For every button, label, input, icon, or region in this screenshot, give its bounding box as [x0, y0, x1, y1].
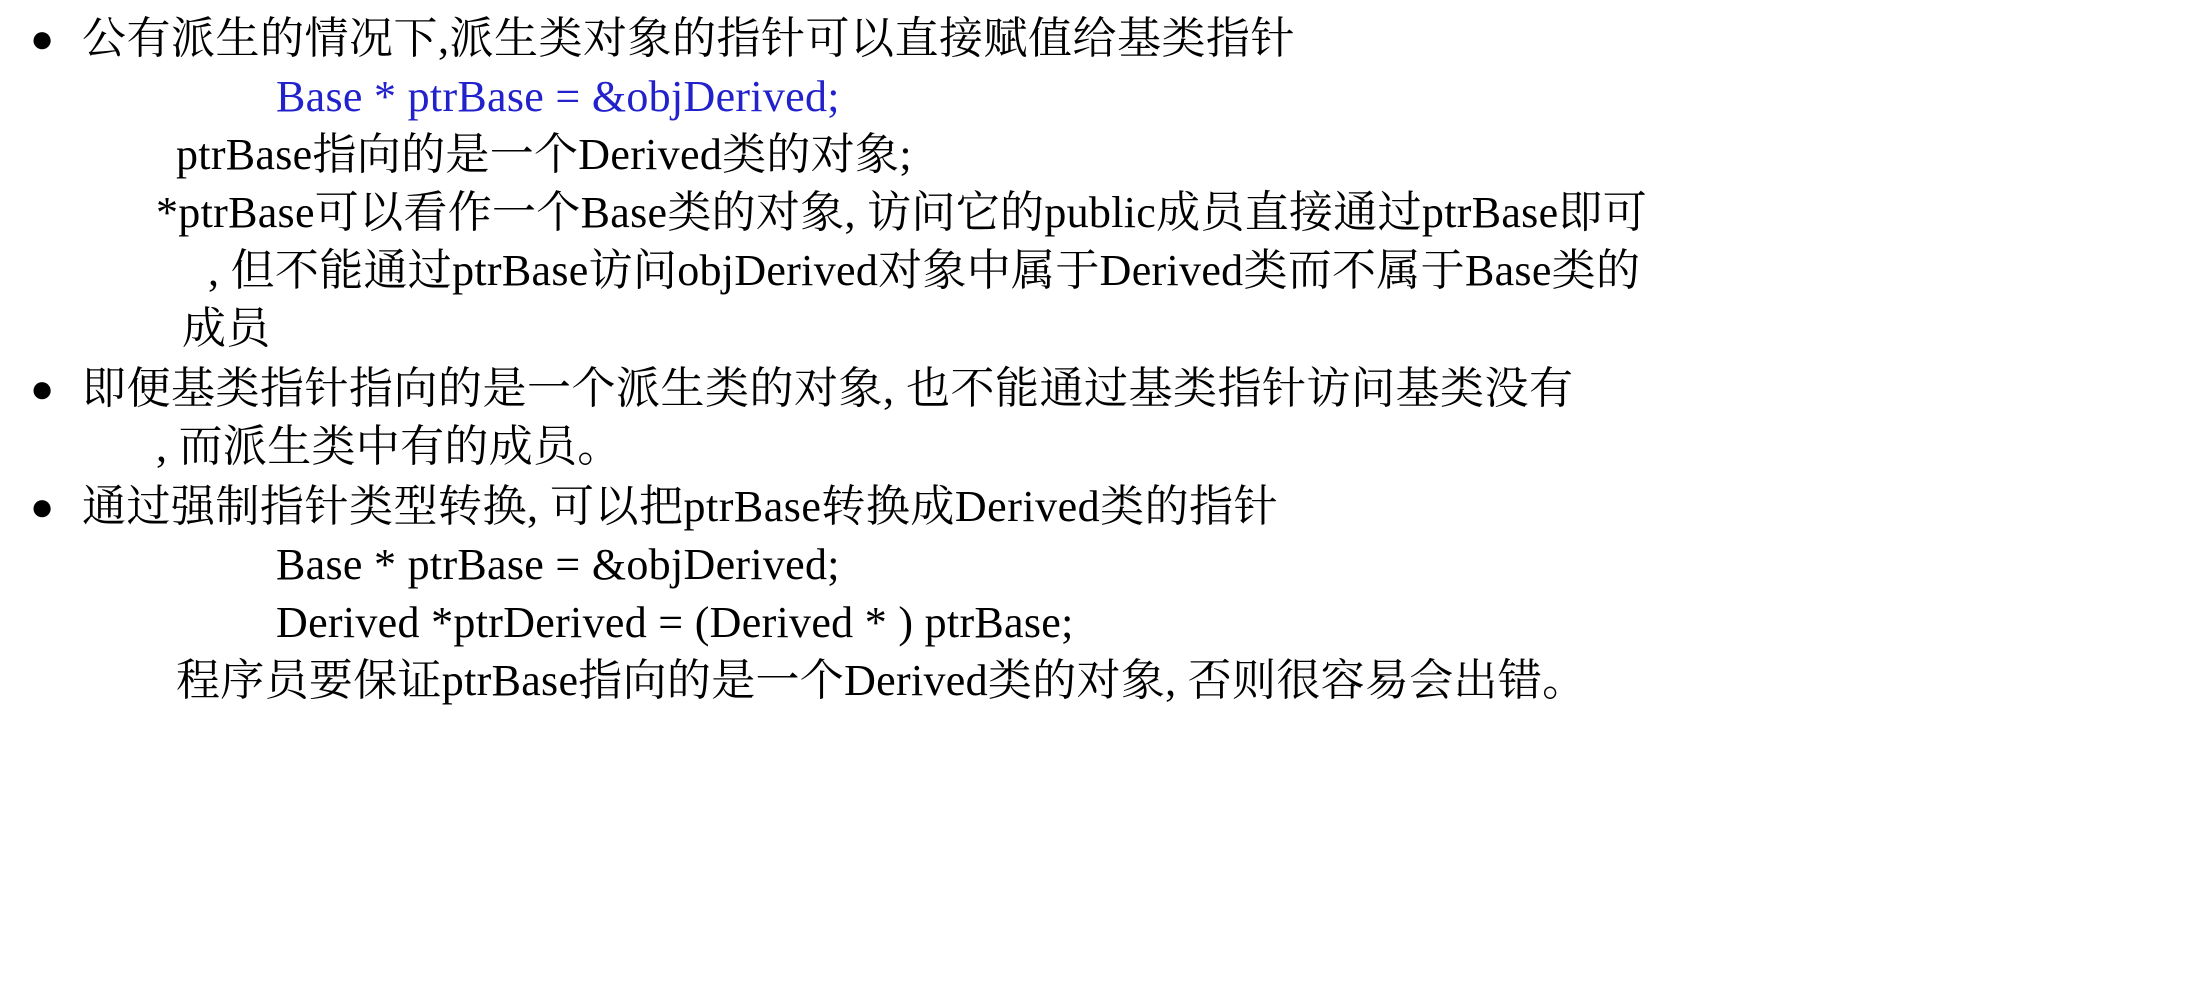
bullet-text-1: 公有派生的情况下,派生类对象的指针可以直接赋值给基类指针 — [82, 14, 1295, 63]
bullet-text-2-continued: , 而派生类中有的成员。 — [156, 422, 622, 471]
note-programmer-guarantee: 程序员要保证ptrBase指向的是一个Derived类的对象, 否则很容易会出错。 — [176, 656, 1587, 705]
code-line-base-ptr-assign-2: Base * ptrBase = &objDerived; — [276, 540, 840, 589]
bullet-dot-icon: ● — [30, 366, 55, 411]
bullet-row-1 — [26, 10, 2160, 68]
bullet-text-2: 即便基类指针指向的是一个派生类的对象, 也不能通过基类指针访问基类没有 — [82, 364, 1574, 413]
bullet-block-2 — [26, 360, 2160, 476]
code-line-base-ptr-assign: Base * ptrBase = &objDerived; — [276, 72, 840, 121]
note-ptrbase-points-to: ptrBase指向的是一个Derived类的对象; — [176, 130, 912, 179]
bullet-row-2 — [26, 360, 2160, 418]
paragraph-ptrbase-access — [156, 184, 2160, 358]
bullet-block-3 — [26, 478, 2160, 710]
code-line-derived-cast: Derived *ptrDerived = (Derived * ) ptrBase; — [276, 598, 1074, 647]
bullet-dot-icon: ● — [30, 16, 55, 61]
bullet-dot-icon: ● — [30, 484, 55, 529]
bullet-text-3: 通过强制指针类型转换, 可以把ptrBase转换成Derived类的指针 — [82, 482, 1279, 531]
paragraph-line-1: *ptrBase可以看作一个Base类的对象, 访问它的public成员直接通过ptrBase即可 — [156, 188, 1648, 237]
paragraph-line-2: , 但不能通过ptrBase访问objDerived对象中属于Derived类而不属于Base类的 — [208, 246, 1641, 295]
paragraph-line-3: 成员 — [182, 304, 271, 353]
bullet-block-1 — [26, 10, 2160, 358]
bullet-row-3 — [26, 478, 2160, 536]
